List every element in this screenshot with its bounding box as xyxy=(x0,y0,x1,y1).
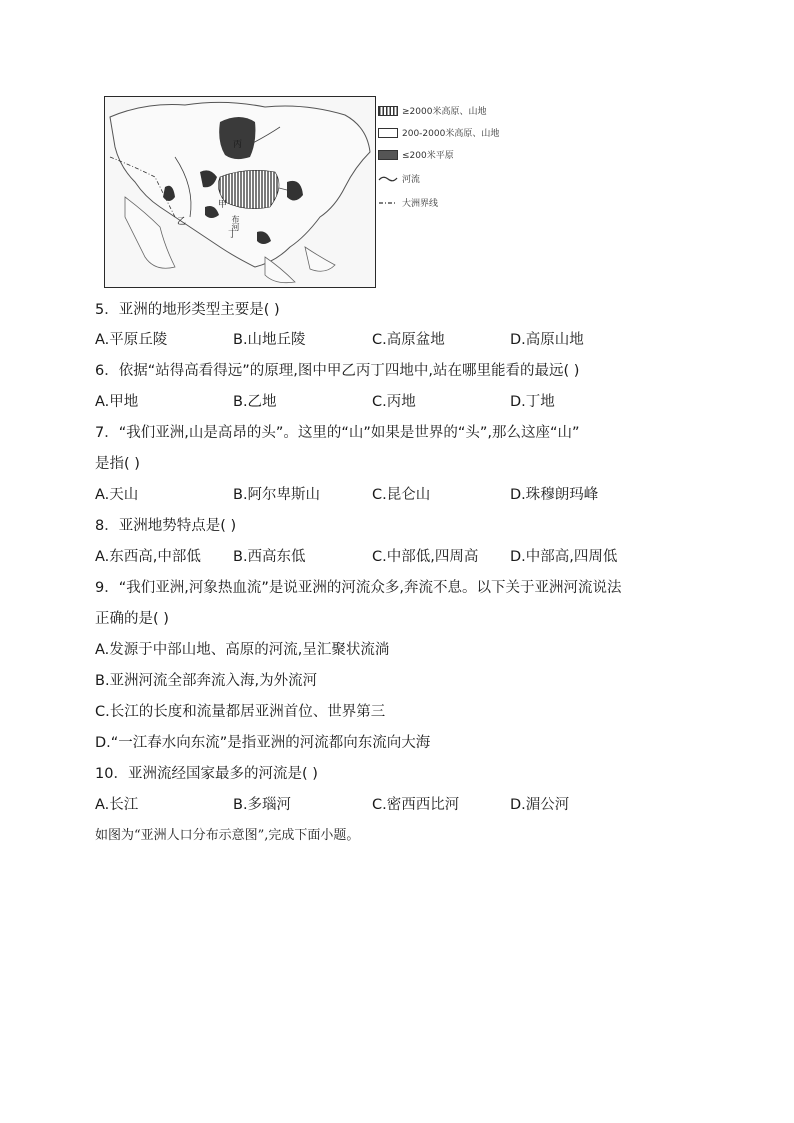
question-10-stem: 10．亚洲流经国家最多的河流是( ) xyxy=(95,766,318,782)
q9-option-d[interactable]: D.“一江春水向东流”是指亚洲的河流都向东流向大海 xyxy=(95,735,431,751)
legend-item-boundary xyxy=(378,196,438,209)
q5-option-b[interactable]: B.山地丘陵 xyxy=(233,332,306,348)
q6-option-a[interactable]: A.甲地 xyxy=(95,394,139,410)
hatched-swatch-icon xyxy=(378,106,398,116)
q10-option-a[interactable]: A.长江 xyxy=(95,797,139,813)
legend-text: ≥2000米高原、山地 xyxy=(402,107,487,117)
q7-option-d[interactable]: D.珠穆朗玛峰 xyxy=(510,487,599,503)
next-figure-note: 如图为“亚洲人口分布示意图”,完成下面小题。 xyxy=(95,828,360,843)
river-line-icon xyxy=(378,174,398,184)
q10-option-c[interactable]: C.密西西比河 xyxy=(372,797,460,813)
legend-text: ≤200米平原 xyxy=(402,151,454,161)
q6-option-d[interactable]: D.丁地 xyxy=(510,394,555,410)
question-9-stem-line1: 9．“我们亚洲,河象热血流”是说亚洲的河流众多,奔流不息。以下关于亚洲河流说法 xyxy=(95,580,622,596)
q9-option-a[interactable]: A.发源于中部山地、高原的河流,呈汇聚状流淌 xyxy=(95,642,390,658)
question-5-stem: 5．亚洲的地形类型主要是( ) xyxy=(95,302,280,318)
map-graphic xyxy=(105,97,375,287)
q8-option-d[interactable]: D.中部高,四周低 xyxy=(510,549,618,565)
question-6-stem: 6．依据“站得高看得远”的原理,图中甲乙丙丁四地中,站在哪里能看的最远( ) xyxy=(95,363,580,379)
q6-option-c[interactable]: C.丙地 xyxy=(372,394,416,410)
legend-item-highland xyxy=(378,104,486,117)
legend-text: 大洲界线 xyxy=(402,199,439,209)
legend-text: 河流 xyxy=(402,175,421,185)
question-7-stem-line1: 7．“我们亚洲,山是高昂的头”。这里的“山”如果是世界的“头”,那么这座“山” xyxy=(95,425,580,441)
map-label-river-ding: 布河 xyxy=(231,215,240,231)
white-swatch-icon xyxy=(378,128,398,138)
q7-option-b[interactable]: B.阿尔卑斯山 xyxy=(233,487,321,503)
legend-item-midland xyxy=(378,126,499,139)
q10-option-b[interactable]: B.多瑙河 xyxy=(233,797,292,813)
q9-option-b[interactable]: B.亚洲河流全部奔流入海,为外流河 xyxy=(95,673,318,689)
q5-option-a[interactable]: A.平原丘陵 xyxy=(95,332,168,348)
question-9-stem-line2: 正确的是( ) xyxy=(95,611,169,627)
q7-option-a[interactable]: A.天山 xyxy=(95,487,139,503)
map-label-ding: 丁 xyxy=(228,230,238,240)
map-legend xyxy=(378,100,548,220)
q8-option-b[interactable]: B.西高东低 xyxy=(233,549,306,565)
map-label-yi: 乙 xyxy=(177,217,187,227)
q10-option-d[interactable]: D.湄公河 xyxy=(510,797,570,813)
q5-option-d[interactable]: D.高原山地 xyxy=(510,332,584,348)
question-7-stem-line2: 是指( ) xyxy=(95,456,140,472)
q7-option-c[interactable]: C.昆仑山 xyxy=(372,487,431,503)
q5-option-c[interactable]: C.高原盆地 xyxy=(372,332,445,348)
legend-text: 200-2000米高原、山地 xyxy=(402,129,500,139)
boundary-line-icon xyxy=(378,198,398,208)
q9-option-c[interactable]: C.长江的长度和流量都居亚洲首位、世界第三 xyxy=(95,704,386,720)
legend-item-plain xyxy=(378,148,454,161)
map-label-jia: 甲 xyxy=(218,200,228,210)
q8-option-c[interactable]: C.中部低,四周高 xyxy=(372,549,479,565)
q6-option-b[interactable]: B.乙地 xyxy=(233,394,277,410)
q8-option-a[interactable]: A.东西高,中部低 xyxy=(95,549,201,565)
dark-swatch-icon xyxy=(378,150,398,160)
legend-item-river xyxy=(378,172,420,185)
asia-terrain-map xyxy=(104,96,376,288)
question-8-stem: 8．亚洲地势特点是( ) xyxy=(95,518,237,534)
map-label-bing: 丙 xyxy=(233,140,243,150)
